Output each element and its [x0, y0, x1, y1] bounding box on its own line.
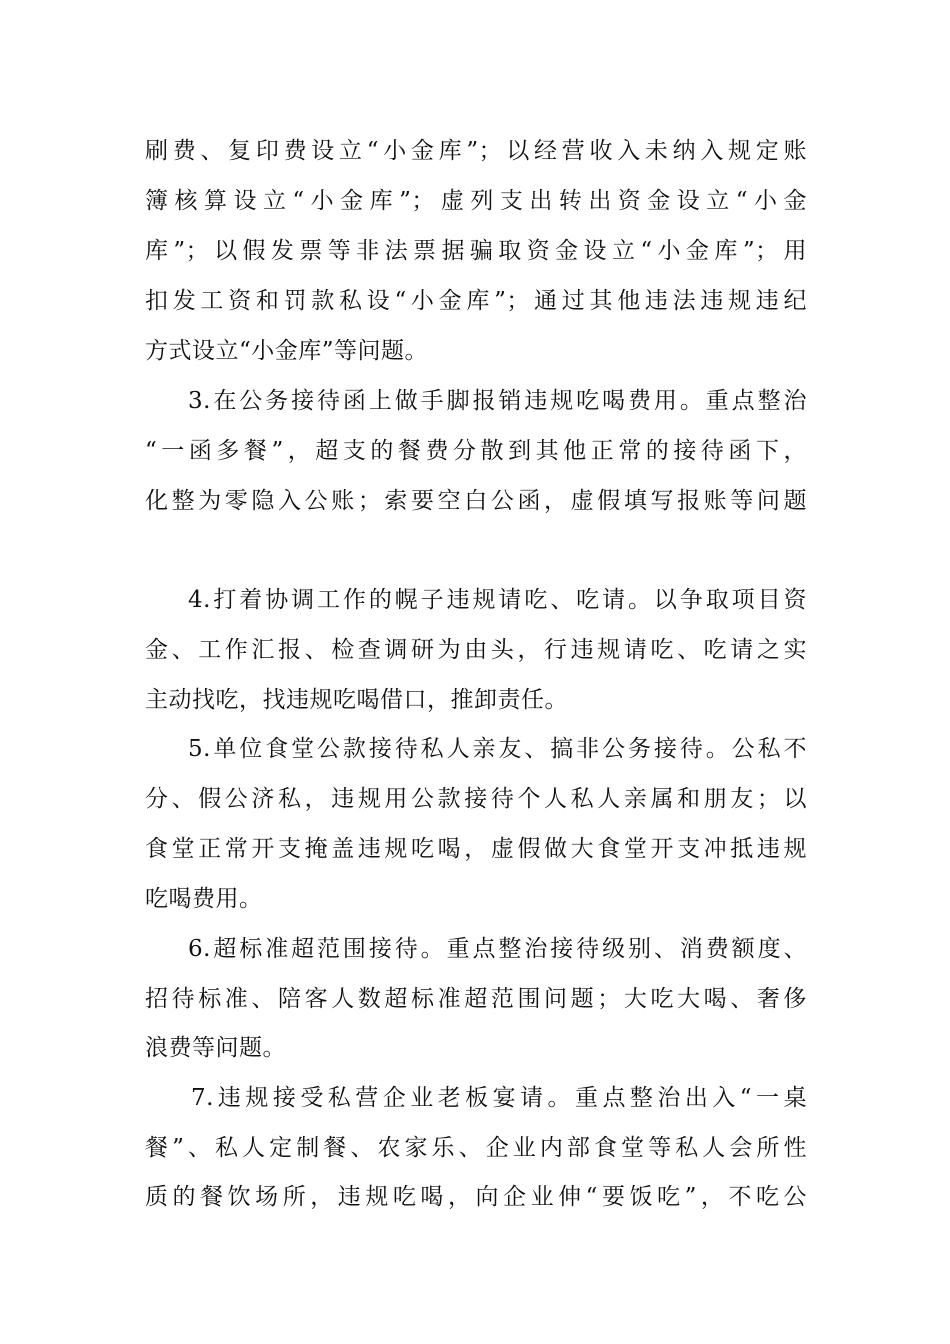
- text-line: 库”；以假发票等非法票据骗取资金设立“小金库”；用: [145, 238, 807, 264]
- text-line: 簿核算设立“小金库”；虚列支出转出资金设立“小金: [145, 188, 807, 214]
- paragraph-4-line: 4.打着协调工作的幌子违规请吃、吃请。以争取项目资: [188, 587, 807, 613]
- text-line: 金、工作汇报、检查调研为由头，行违规请吃、吃请之实: [145, 637, 807, 663]
- text-line: 食堂正常开支掩盖违规吃喝，虚假做大食堂开支冲抵违规: [145, 836, 807, 862]
- text-line: “一函多餐”，超支的餐费分散到其他正常的接待函下，: [145, 438, 807, 464]
- text-line: 吃喝费用。: [145, 886, 263, 912]
- text-line: 质的餐饮场所，违规吃喝，向企业伸“要饭吃”，不吃公: [145, 1184, 807, 1210]
- text-line: 方式设立“小金库”等问题。: [145, 338, 429, 364]
- text-line: 招待标准、陪客人数超标准超范围问题；大吃大喝、奢侈: [145, 986, 807, 1012]
- text-line: 餐”、私人定制餐、农家乐、企业内部食堂等私人会所性: [145, 1135, 807, 1161]
- text-line: 扣发工资和罚款私设“小金库”；通过其他违法违规违纪: [145, 288, 807, 314]
- text-line: 化整为零隐入公账；索要空白公函，虚假填写报账等问题: [145, 488, 807, 514]
- paragraph-5-line: 5.单位食堂公款接待私人亲友、搞非公务接待。公私不: [188, 736, 807, 762]
- paragraph-6-line: 6.超标准超范围接待。重点整治接待级别、消费额度、: [188, 936, 807, 962]
- paragraph-7-line: 7.违规接受私营企业老板宴请。重点整治出入“一桌: [191, 1085, 807, 1111]
- text-line: 刷费、复印费设立“小金库”；以经营收入未纳入规定账: [145, 138, 807, 164]
- text-line: 主动找吃，找违规吃喝借口，推卸责任。: [145, 687, 568, 713]
- text-line: 分、假公济私，违规用公款接待个人私人亲属和朋友；以: [145, 786, 807, 812]
- paragraph-3-line: 3.在公务接待函上做手脚报销违规吃喝费用。重点整治: [188, 388, 807, 414]
- text-line: 浪费等问题。: [145, 1035, 286, 1061]
